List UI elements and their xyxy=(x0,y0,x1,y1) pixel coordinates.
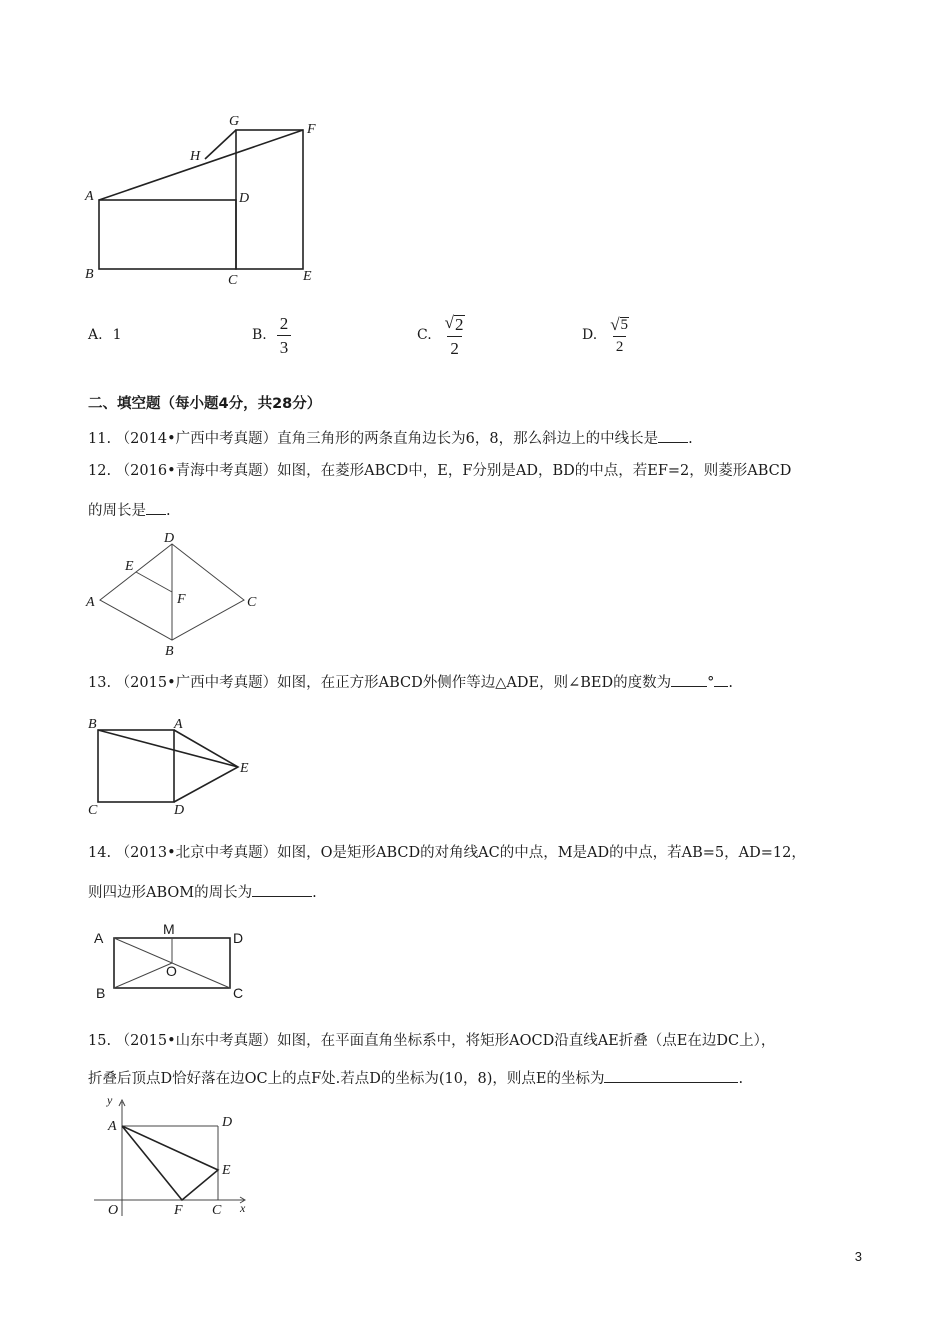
option-d xyxy=(582,312,632,358)
label-o: O xyxy=(166,963,177,979)
label-a: A xyxy=(108,1119,117,1134)
question-number: 12. xyxy=(88,463,112,479)
label-a: A xyxy=(86,595,95,610)
label-m: M xyxy=(163,921,175,937)
radical xyxy=(442,314,468,336)
label-b: B xyxy=(85,267,94,282)
figure-q14 xyxy=(88,918,258,1000)
question-13 xyxy=(88,671,878,693)
label-c: C xyxy=(228,273,238,288)
label-d: D xyxy=(164,531,175,546)
label-f: F xyxy=(174,1203,183,1218)
label-d: D xyxy=(222,1115,233,1130)
label-b: B xyxy=(88,717,97,732)
fraction-d xyxy=(607,316,632,355)
question-end: . xyxy=(688,431,693,447)
label-d: D xyxy=(239,191,250,206)
label-f: F xyxy=(307,122,316,137)
label-e: E xyxy=(303,269,312,284)
figure-q12 xyxy=(82,530,272,658)
rectangle-abcd xyxy=(99,200,236,269)
label-o: O xyxy=(108,1203,119,1218)
label-y: y xyxy=(107,1098,113,1107)
answer-blank[interactable] xyxy=(658,427,688,443)
answer-blank-tail xyxy=(714,671,728,687)
label-f: F xyxy=(177,592,186,607)
question-line-2 xyxy=(88,499,878,521)
question-text: （2014•广西中考真题）直角三角形的两条直角边长为6，8，那么斜边上的中线长是 xyxy=(115,431,659,447)
line-af xyxy=(99,130,303,200)
figure-q13 xyxy=(82,712,272,818)
label-c: C xyxy=(247,595,257,610)
sqrt-icon: √ xyxy=(444,312,455,332)
label-a: A xyxy=(94,930,104,946)
numerator: 2 xyxy=(279,313,289,333)
label-d: D xyxy=(174,803,185,818)
label-b: B xyxy=(96,985,106,1000)
option-a-letter: A. xyxy=(88,327,103,343)
question-end: . xyxy=(738,1071,744,1087)
option-c-letter: C. xyxy=(417,327,432,343)
question-number: 14. xyxy=(88,845,112,861)
question-number: 11. xyxy=(88,431,112,447)
page-number: 3 xyxy=(854,1249,862,1264)
question-line-2 xyxy=(88,1067,878,1089)
question-15 xyxy=(88,1031,878,1089)
question-number: 15. xyxy=(88,1033,112,1049)
question-text-2: 则四边形ABOM的周长为 xyxy=(88,885,253,901)
question-text: （2013•北京中考真题）如图，O是矩形ABCD的对角线AC的中点，M是AD的中点，若AB=5，AD=12， xyxy=(115,845,806,861)
option-a xyxy=(88,312,121,358)
question-text: （2015•广西中考真题）如图，在正方形ABCD外侧作等边△ADE，则∠BED的度数为 xyxy=(115,675,672,691)
figure-q10 xyxy=(80,108,340,288)
fraction-c xyxy=(442,314,468,357)
segment-bo xyxy=(114,963,172,988)
label-a: A xyxy=(85,189,94,204)
sqrt-icon: √ xyxy=(610,314,620,334)
question-14 xyxy=(88,843,878,903)
question-end: . xyxy=(312,885,317,901)
label-c: C xyxy=(88,803,98,818)
label-d: D xyxy=(233,930,244,946)
question-line-1 xyxy=(88,1031,878,1051)
question-12 xyxy=(88,461,878,521)
label-b: B xyxy=(165,644,174,658)
question-line-1 xyxy=(88,843,878,863)
answer-blank[interactable] xyxy=(252,881,312,897)
label-e: E xyxy=(222,1163,231,1178)
degree-symbol: ° xyxy=(707,675,715,691)
option-b-letter: B. xyxy=(252,327,267,343)
option-c xyxy=(417,312,468,358)
fraction-b xyxy=(277,315,292,356)
answer-blank[interactable] xyxy=(146,499,166,515)
radical xyxy=(607,316,632,336)
question-line-1 xyxy=(88,461,878,481)
option-b xyxy=(252,312,291,358)
option-d-letter: D. xyxy=(582,327,598,343)
triangle-ade xyxy=(174,730,238,802)
denominator: 3 xyxy=(277,335,292,356)
question-text: （2015•山东中考真题）如图，在平面直角坐标系中，将矩形AOCD沿直线AE折叠（点E在边DC上）， xyxy=(115,1033,776,1049)
label-c: C xyxy=(212,1203,222,1218)
label-e: E xyxy=(240,761,249,776)
label-e: E xyxy=(125,559,134,574)
denominator: 2 xyxy=(613,336,627,355)
segment-ef xyxy=(136,572,172,592)
segment-be xyxy=(98,730,238,767)
label-g: G xyxy=(229,114,240,129)
question-end: . xyxy=(728,675,733,691)
label-a: A xyxy=(174,717,183,732)
radicand: 2 xyxy=(455,314,464,334)
question-text-2: 的周长是 xyxy=(88,503,146,519)
radicand: 5 xyxy=(620,316,629,333)
question-11 xyxy=(88,427,878,449)
question-line-2 xyxy=(88,881,878,903)
triangle-aef xyxy=(122,1126,218,1200)
label-x: x xyxy=(240,1201,246,1215)
answer-blank[interactable] xyxy=(671,671,707,687)
question-text: （2016•青海中考真题）如图，在菱形ABCD中，E，F分别是AD，BD的中点，若EF=2，则菱形ABCD xyxy=(115,463,792,479)
option-a-value: 1 xyxy=(112,327,122,343)
figure-q15 xyxy=(94,1098,264,1220)
label-c: C xyxy=(233,985,244,1000)
label-h: H xyxy=(190,149,201,164)
answer-blank[interactable] xyxy=(604,1067,738,1083)
question-end: . xyxy=(166,503,171,519)
question-text-2: 折叠后顶点D恰好落在边OC上的点F处.若点D的坐标为(10，8)，则点E的坐标为 xyxy=(88,1071,605,1087)
section-title: 二、填空题（每小题4分，共28分） xyxy=(88,396,322,412)
question-number: 13. xyxy=(88,675,112,691)
denominator: 2 xyxy=(447,336,462,357)
